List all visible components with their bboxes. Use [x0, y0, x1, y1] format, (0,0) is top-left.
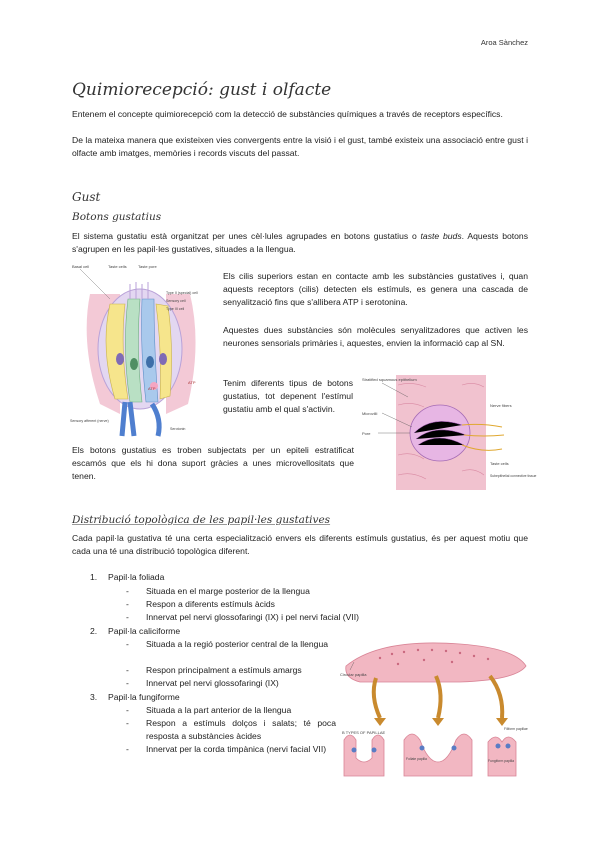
- list-number: 1.: [90, 572, 98, 582]
- papillae-types-diagram: [340, 636, 530, 776]
- list-dash: -: [126, 718, 129, 728]
- fig1-label-serotonin: Serotonin: [170, 427, 186, 431]
- list-subitem: Situada en el marge posterior de la llengua: [146, 586, 310, 596]
- list-dash: -: [126, 665, 129, 675]
- list-subitem: Innervat pel nervi glossofaringi (IX): [146, 678, 279, 688]
- section-heading-gust: Gust: [72, 190, 101, 204]
- botons-paragraph-5: Els botons gustatius es troben subjectats per un epiteli estratificat escamós que els hi dona suport gràcies a unes microvellositats que tenen.: [72, 445, 354, 482]
- fig3-label-types-of-papillae: B TYPES OF PAPILLAE: [342, 730, 386, 735]
- page-title: Quimiorecepció: gust i olfacte: [72, 80, 332, 100]
- list-subitem: Situada a la part anterior de la llengua: [146, 705, 292, 715]
- list-dash: -: [126, 612, 129, 622]
- list-number: 3.: [90, 692, 98, 702]
- intro-paragraph-1: Entenem el concepte quimiorecepció com la detecció de substàncies químiques a través de receptors específics.: [72, 109, 503, 119]
- svg-text:ATP: ATP: [148, 386, 156, 391]
- list-number: 2.: [90, 626, 98, 636]
- list-dash: -: [126, 586, 129, 596]
- fig2-label-nerve-fibers: Nerve fibers: [490, 403, 512, 408]
- list-item-foliada: Papil·la foliada: [108, 572, 165, 582]
- list-dash: -: [126, 599, 129, 609]
- taste-bud-histology-diagram: [362, 375, 537, 490]
- list-subitem: Respon a diferents estímuls àcids: [146, 599, 275, 609]
- botons-paragraph-4: Tenim diferents tipus de botons gustatius, tot depenent l'estímul gustatiu amb el qual s'activin.: [223, 378, 353, 415]
- intro-paragraph-2: De la mateixa manera que existeixen vies convergents entre la visió i el gust, també existeix una associació entre gust i olfacte amb imatges, memòries i records viscuts del passat.: [72, 135, 528, 159]
- author-name: Aroa Sànchez: [480, 38, 528, 47]
- botons-paragraph-1: El sistema gustatiu està organitzat per unes cèl·lules agrupades en botons gustatius o taste buds. Aquests botons s'agrupen en les papil·les gustatives, situades a la llengua.: [72, 231, 529, 255]
- fig2-label-pore: Pore: [362, 431, 371, 436]
- taste-bud-diagram: [70, 264, 216, 436]
- botons-paragraph-2: Els cilis superiors estan en contacte amb les substàncies gustatives i, quan aquests receptors (cilis) detecten els estímuls, es genera una cascada de senyalització fins que s'allibera ATP i serotonina.: [223, 271, 528, 308]
- fig1-label-sensory-cell: Sensory cell: [166, 299, 186, 303]
- fig3-label-circular-papilla: Circular papilla: [340, 672, 367, 677]
- list-subitem: Situada a la regió posterior central de la llengua: [146, 639, 329, 649]
- list-item-fungiforme: Papil·la fungiforme: [108, 692, 180, 702]
- fig3-label-filiform: Filiform papillae: [504, 727, 528, 731]
- fig1-label-basal-cell: Basal cell: [72, 264, 90, 269]
- list-subitem: Innervat per la corda timpànica (nervi facial VII): [146, 744, 327, 754]
- subheading-botons-gustatius: Botons gustatius: [72, 211, 162, 223]
- fig1-label-type-iii-cell: Type III cell: [166, 307, 185, 311]
- fig1-label-taste-pore: Taste pore: [138, 264, 157, 269]
- list-dash: -: [126, 705, 129, 715]
- fig2-label-connective-tissue: Subepithelial connective tissue: [490, 474, 537, 478]
- distribucio-paragraph: Cada papil·la gustativa té una certa especialització envers els diferents estímuls gustatius, és per aquest motiu que cada una té una distribució topològica diferent.: [72, 533, 528, 557]
- subheading-distribucio: Distribució topològica de les papil·les gustatives: [72, 514, 331, 526]
- list-subitem: Innervat pel nervi glossofaringi (IX) i pel nervi facial (VII): [146, 612, 360, 622]
- fig1-label-atp: ATP: [188, 380, 196, 385]
- list-item-caliciforme: Papil·la caliciforme: [108, 626, 181, 636]
- fig3-label-fungiform: Fungiform papilla: [488, 759, 515, 763]
- list-subitem: Respon a estímuls dolços i salats; té poca resposta a substàncies àcides: [146, 718, 336, 742]
- list-subitem: Respon principalment a estímuls amargs: [146, 665, 302, 675]
- fig1-label-taste-cells: Taste cells: [108, 264, 127, 269]
- list-dash: -: [126, 744, 129, 754]
- fig2-label-epithelium: Stratified squamous epithelium: [362, 377, 417, 382]
- fig3-label-foliate: Foliate papilla: [406, 757, 427, 761]
- botons-paragraph-3: Aquestes dues substàncies són molècules senyalitzadores que activen les neurones sensorials primàries i, aquestes, envien la informació cap al SN.: [223, 325, 528, 349]
- fig1-label-sensory-afferent: Sensory afferent (nerve): [70, 419, 109, 423]
- fig1-label-type-ii-cell: Type II (special) cell: [166, 291, 198, 295]
- list-dash: -: [126, 678, 129, 688]
- fig2-label-microvilli: Microvilli: [362, 411, 378, 416]
- fig2-label-taste-cells: Taste cells: [490, 461, 509, 466]
- list-dash: -: [126, 639, 129, 649]
